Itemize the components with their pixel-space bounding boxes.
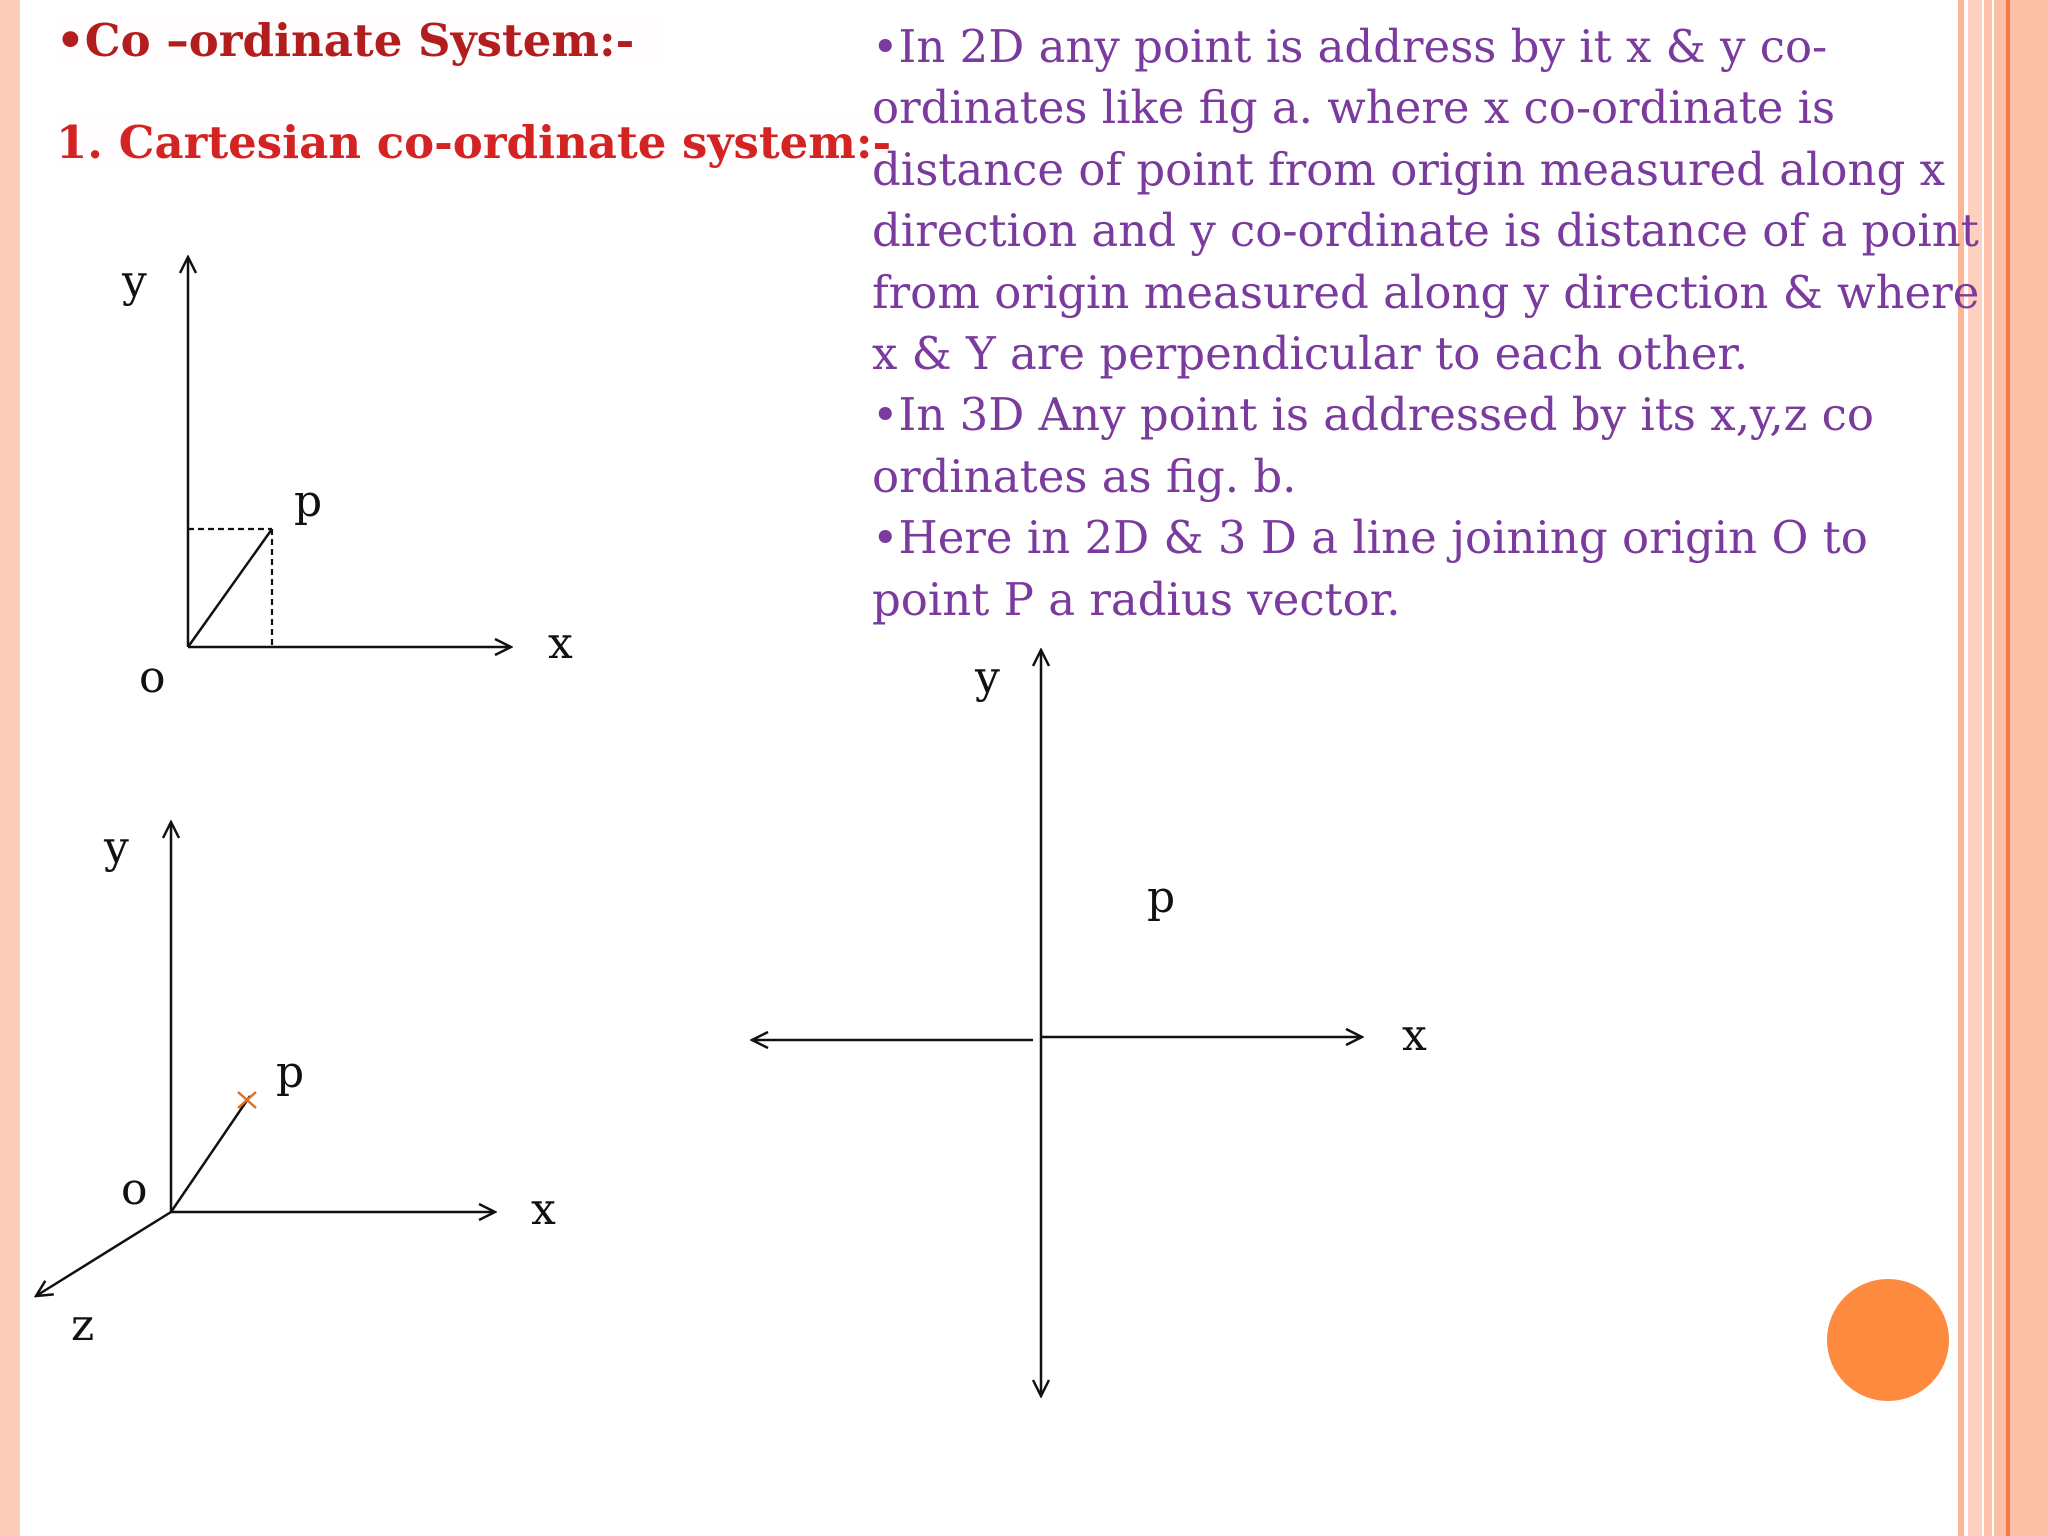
quadrant-y-label: y bbox=[975, 652, 1000, 703]
3d-z-label: z bbox=[71, 1300, 95, 1351]
body-line: distance of point from origin measured along x bbox=[872, 142, 1945, 196]
body-line: •In 3D Any point is addressed by its x,y,z co bbox=[872, 388, 1874, 442]
figure-quadrant bbox=[752, 650, 1427, 1396]
quadrant-point-label: p bbox=[1147, 872, 1176, 923]
3d-origin-label: o bbox=[121, 1164, 148, 1215]
slide-heading: •Co –ordinate System:- bbox=[56, 14, 664, 67]
3d-point-label: p bbox=[276, 1047, 305, 1098]
body-line: point P a radius vector. bbox=[872, 572, 1401, 626]
body-line: ordinates like fig a. where x co-ordinate is bbox=[872, 81, 1836, 135]
body-line: •In 2D any point is address by it x & y co- bbox=[872, 20, 1828, 73]
quadrant-x-label: x bbox=[1402, 1010, 1427, 1061]
body-line: from origin measured along y direction & where bbox=[872, 265, 1980, 319]
body-line: ordinates as fig. b. bbox=[872, 449, 1297, 503]
body-line: direction and y co-ordinate is distance of a point bbox=[872, 204, 1979, 258]
3d-radius-vector bbox=[171, 1096, 250, 1212]
figure-3d bbox=[36, 822, 556, 1351]
3d-y-label: y bbox=[104, 822, 129, 873]
3d-point-marker bbox=[238, 1092, 256, 1108]
slide-subheading: 1. Cartesian co-ordinate system:- bbox=[56, 116, 892, 169]
body-line: x & Y are perpendicular to each other. bbox=[872, 327, 1749, 381]
3d-x-label: x bbox=[531, 1184, 556, 1235]
body-line: •Here in 2D & 3 D a line joining origin O to bbox=[872, 511, 1868, 565]
figure-2d bbox=[121, 256, 573, 703]
2d-origin-label: o bbox=[139, 652, 166, 703]
2d-radius-vector bbox=[188, 529, 272, 647]
2d-point-label: p bbox=[294, 476, 323, 527]
3d-z-axis bbox=[36, 1212, 171, 1296]
2d-y-label: y bbox=[122, 256, 147, 307]
orange-circle-decoration bbox=[1827, 1279, 1949, 1401]
2d-x-label: x bbox=[548, 618, 573, 669]
